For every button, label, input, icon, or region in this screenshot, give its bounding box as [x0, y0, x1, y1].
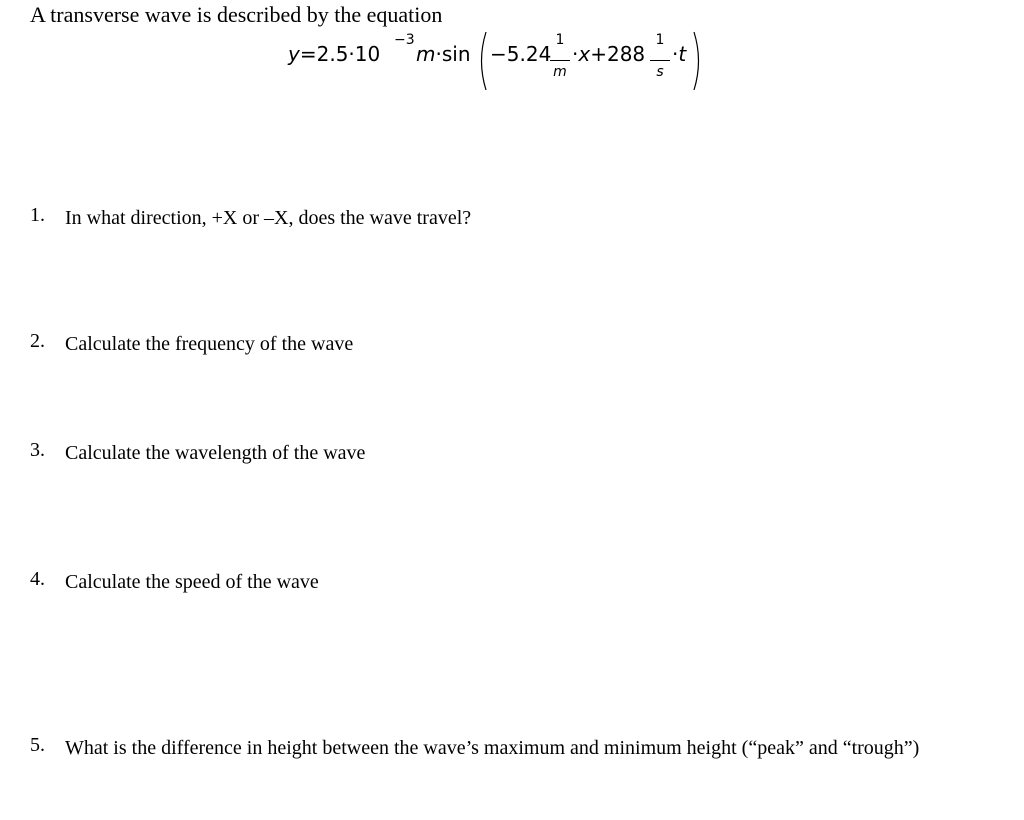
question-text: Calculate the frequency of the wave	[65, 333, 354, 355]
question-3	[30, 439, 965, 468]
question-number: 4.	[30, 568, 45, 590]
question-number: 1.	[30, 204, 45, 226]
question-4	[30, 568, 965, 597]
question-text: In what direction, +X or –X, does the wave travel?	[65, 207, 472, 229]
left-paren	[476, 30, 488, 92]
eq-unit-sin: m·sin	[416, 42, 471, 66]
question-2	[30, 330, 965, 359]
question-text: Calculate the wavelength of the wave	[65, 442, 366, 464]
frac1-denominator: m	[553, 64, 567, 80]
right-paren	[692, 30, 704, 92]
frac2-numerator: 1	[655, 32, 665, 48]
question-1	[30, 204, 965, 233]
question-5	[30, 734, 965, 763]
frac2-denominator: s	[656, 64, 664, 80]
eq-k-coef: −5.24	[490, 42, 552, 66]
frac2-bar	[650, 60, 670, 61]
question-text: Calculate the speed of the wave	[65, 571, 319, 593]
eq-x-term: ·x+288	[572, 42, 646, 66]
question-text: What is the difference in height between the wave’s maximum and minimum height (“peak” and “trough”)	[65, 737, 920, 759]
problem-intro: A transverse wave is described by the equation	[30, 2, 443, 27]
frac1-bar	[550, 60, 570, 61]
eq-exponent: −3	[394, 32, 415, 48]
question-number: 3.	[30, 439, 45, 461]
eq-lhs: y=2.5·10	[288, 42, 381, 66]
frac1-numerator: 1	[555, 32, 565, 48]
question-number: 2.	[30, 330, 45, 352]
eq-t-term: ·t	[672, 42, 687, 66]
question-number: 5.	[30, 734, 45, 756]
